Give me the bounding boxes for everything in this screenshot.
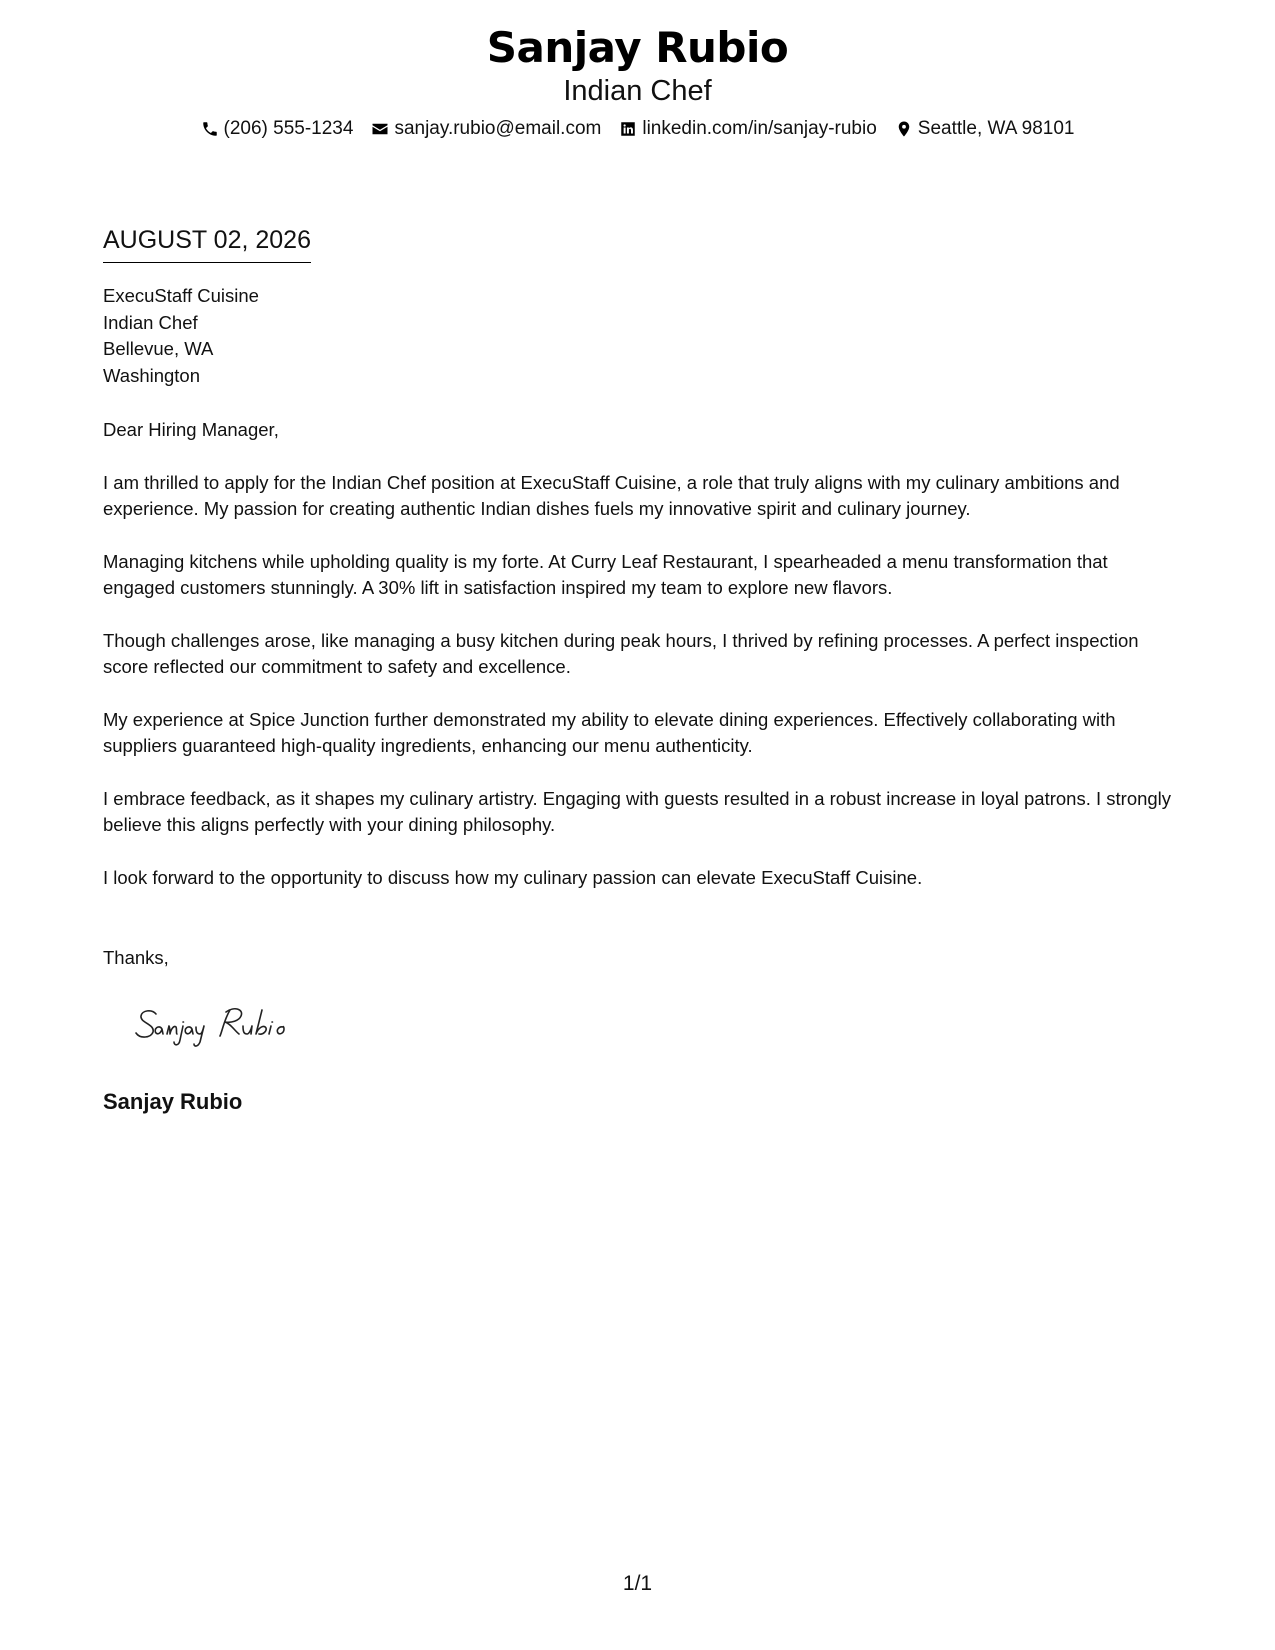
handwritten-signature bbox=[128, 996, 348, 1056]
body-paragraph: My experience at Spice Junction further demonstrated my ability to elevate dining experiences. Effectively collaborating with suppliers guaranteed high-quality ingredients, enhancing our menu authenticity. bbox=[103, 708, 1116, 756]
recipient-block bbox=[103, 283, 259, 389]
applicant-name: Sanjay Rubio bbox=[486, 23, 789, 72]
envelope-icon bbox=[371, 120, 389, 138]
linkedin-text: linkedin.com/in/sanjay-rubio bbox=[642, 118, 877, 139]
signer-name: Sanjay Rubio bbox=[103, 1089, 243, 1114]
phone-icon bbox=[201, 120, 219, 138]
page-number: 1/1 bbox=[622, 1572, 653, 1595]
applicant-title: Indian Chef bbox=[563, 75, 712, 107]
body-paragraph: Managing kitchens while upholding quality is my forte. At Curry Leaf Restaurant, I spearheaded a menu transformation that engaged customers stunningly. A 30% lift in satisfaction inspired my team to explore new flavors. bbox=[103, 550, 1108, 598]
body-paragraph: Though challenges arose, like managing a busy kitchen during peak hours, I thrived by refining processes. A perfect inspection score reflected our commitment to safety and excellence. bbox=[103, 629, 1139, 677]
body-paragraph: I look forward to the opportunity to discuss how my culinary passion can elevate ExecuStaff Cuisine. bbox=[103, 866, 923, 888]
map-pin-icon bbox=[895, 120, 913, 138]
letter-header bbox=[0, 22, 1275, 142]
body-paragraph: I embrace feedback, as it shapes my culinary artistry. Engaging with guests resulted in a robust increase in loyal patrons. I strongly believe this aligns perfectly with your dining philosophy. bbox=[103, 787, 1172, 835]
recipient-position: Indian Chef bbox=[103, 311, 198, 333]
location-text: Seattle, WA 98101 bbox=[917, 118, 1075, 139]
contact-linkedin bbox=[619, 116, 876, 142]
recipient-city: Bellevue, WA bbox=[103, 338, 214, 359]
letter-date: AUGUST 02, 2026 bbox=[103, 224, 311, 263]
body-paragraph: I am thrilled to apply for the Indian Chef position at ExecuStaff Cuisine, a role that truly aligns with my culinary ambitions and experience. My passion for creating authentic Indian dishes fuels my innovative spirit and culinary journey. bbox=[103, 471, 1120, 519]
contact-bar bbox=[0, 116, 1275, 142]
salutation: Dear Hiring Manager, bbox=[103, 419, 279, 440]
closing: Thanks, bbox=[103, 947, 169, 968]
contact-location bbox=[895, 116, 1075, 142]
contact-email bbox=[371, 116, 601, 142]
email-text: sanjay.rubio@email.com bbox=[394, 118, 602, 139]
contact-phone bbox=[201, 116, 354, 142]
phone-text: (206) 555-1234 bbox=[223, 118, 354, 139]
linkedin-icon bbox=[619, 120, 637, 138]
recipient-state: Washington bbox=[103, 364, 201, 386]
letter-body bbox=[103, 417, 1183, 917]
recipient-company: ExecuStaff Cuisine bbox=[103, 285, 259, 306]
